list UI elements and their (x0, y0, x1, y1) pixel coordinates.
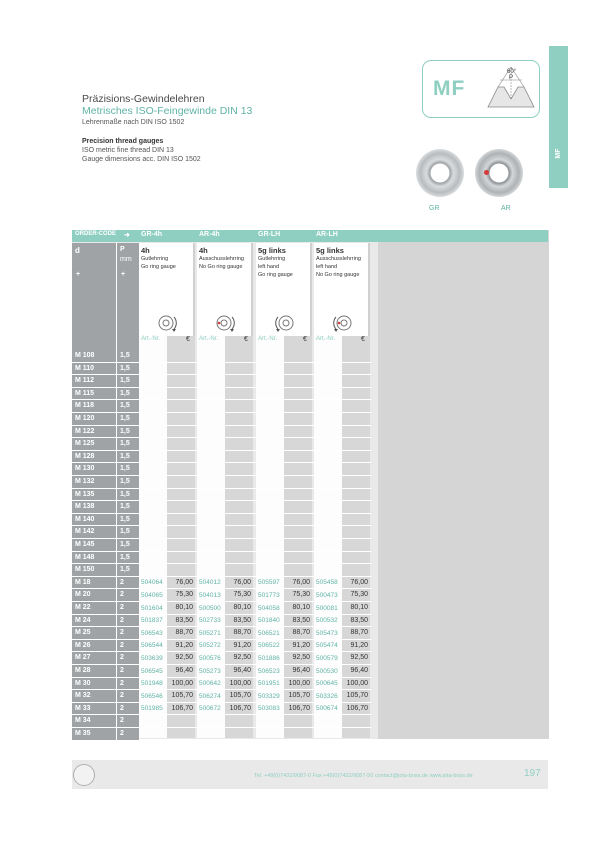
price: 106,70 (346, 704, 368, 712)
row-diameter: M 112 (75, 377, 95, 385)
row-pitch: 2 (120, 717, 124, 725)
price: 106,70 (171, 704, 193, 712)
row-pitch: 2 (120, 591, 124, 599)
article-number: 500576 (199, 654, 221, 662)
group-code-3: GR-LH (258, 231, 281, 238)
article-number: 500532 (316, 617, 338, 625)
price: 91,20 (292, 641, 310, 649)
row-pitch: 1,5 (120, 503, 130, 511)
price: 92,50 (292, 654, 310, 662)
article-number: 503326 (316, 692, 338, 700)
article-number: 504065 (141, 591, 163, 599)
p-unit: mm (120, 256, 132, 263)
row-pitch: 2 (120, 616, 124, 624)
article-number: 501951 (258, 680, 280, 688)
d-header: d (75, 246, 80, 255)
article-number: 506546 (141, 692, 163, 700)
price: 105,70 (171, 692, 193, 700)
group-tolerance-3: 5g links (258, 246, 286, 255)
art-label-4: Art.-Nr. (316, 336, 335, 342)
price: 96,40 (350, 667, 368, 674)
row-diameter: M 148 (75, 553, 95, 561)
art-column-1 (139, 336, 167, 738)
article-number: 500579 (316, 654, 338, 662)
article-number: 505474 (316, 642, 338, 650)
row-separator (72, 626, 371, 627)
row-separator (72, 525, 371, 526)
row-diameter: M 135 (75, 490, 95, 498)
row-pitch: 1,5 (120, 465, 130, 473)
price: 91,20 (175, 641, 193, 649)
article-number: 506274 (199, 692, 221, 700)
english-standard: Gauge dimensions acc. DIN ISO 1502 (82, 156, 201, 163)
company-logo (73, 764, 95, 786)
row-diameter: M 34 (75, 717, 91, 725)
price: 100,00 (229, 679, 251, 687)
row-diameter: M 32 (75, 692, 91, 700)
row-separator (72, 601, 371, 602)
price: 75,30 (350, 591, 368, 599)
nogo-red-mark (484, 170, 489, 175)
row-pitch: 2 (120, 692, 124, 700)
article-number: 506523 (258, 667, 280, 675)
row-separator (72, 362, 371, 363)
page-title: Präzisions-Gewindelehren (82, 93, 205, 105)
row-pitch: 2 (120, 654, 124, 662)
price: 76,00 (292, 578, 310, 586)
price: 105,70 (229, 692, 251, 700)
article-number: 501886 (258, 654, 280, 662)
english-title: Precision thread gauges (82, 138, 164, 145)
group-en-2: No Go ring gauge (199, 264, 243, 270)
group-tolerance-2: 4h (199, 246, 208, 255)
row-separator (72, 614, 371, 615)
row-separator (72, 513, 371, 514)
euro-label-4: € (361, 336, 365, 343)
row-diameter: M 30 (75, 679, 91, 687)
thread-angle: 60° (507, 69, 517, 75)
group-en-1: Go ring gauge (141, 264, 176, 270)
row-separator (72, 576, 371, 577)
price: 83,50 (350, 616, 368, 624)
price-column-3 (284, 336, 312, 738)
article-number: 505273 (199, 667, 221, 675)
row-pitch: 2 (120, 604, 124, 611)
article-number: 501837 (141, 617, 163, 625)
p-plus: + (121, 271, 126, 278)
row-diameter: M 24 (75, 616, 91, 624)
article-number: 504058 (258, 604, 280, 612)
row-diameter: M 145 (75, 541, 95, 548)
price: 105,70 (288, 692, 310, 700)
price: 76,00 (233, 578, 251, 586)
row-diameter: M 140 (75, 515, 95, 523)
price: 80,10 (175, 604, 193, 611)
page-number: 197 (524, 768, 541, 779)
row-separator (72, 538, 371, 539)
p-header: P (120, 246, 125, 253)
group-de-1: Gutlehrring (141, 256, 169, 262)
price: 88,70 (350, 629, 368, 637)
row-separator (72, 677, 371, 678)
english-subtitle: ISO metric fine thread DIN 13 (82, 147, 174, 154)
price: 96,40 (175, 667, 193, 674)
price: 83,50 (233, 616, 251, 624)
euro-label-2: € (244, 336, 248, 343)
article-number: 505473 (316, 629, 338, 637)
price: 75,30 (233, 591, 251, 599)
article-number: 500672 (199, 705, 221, 713)
row-diameter: M 108 (75, 352, 95, 359)
article-number: 501773 (258, 591, 280, 599)
row-separator (72, 374, 371, 375)
d-plus: + (76, 271, 81, 278)
order-code-arrow: ➜ (124, 232, 130, 239)
article-number: 503083 (258, 705, 280, 713)
row-pitch: 1,5 (120, 528, 130, 536)
article-number: 501604 (141, 604, 163, 612)
row-diameter: M 125 (75, 440, 95, 448)
price: 83,50 (175, 616, 193, 624)
price: 92,50 (233, 654, 251, 662)
group-de-2: Ausschusslehrring (199, 256, 244, 262)
row-separator (72, 462, 371, 463)
row-separator (72, 450, 371, 451)
row-separator (72, 551, 371, 552)
price-column-4 (342, 336, 370, 738)
price: 80,10 (350, 604, 368, 611)
row-separator (72, 689, 371, 690)
article-number: 500674 (316, 705, 338, 713)
row-separator (72, 664, 371, 665)
article-number: 503639 (141, 654, 163, 662)
row-diameter: M 120 (75, 415, 95, 422)
nogo-lh-gauge-icon (329, 313, 355, 333)
row-separator (72, 639, 371, 640)
price: 106,70 (288, 704, 310, 712)
row-diameter: M 115 (75, 389, 95, 397)
page-standard: Lehrenmaße nach DIN ISO 1502 (82, 119, 185, 126)
row-pitch: 1,5 (120, 415, 130, 422)
row-diameter: M 27 (75, 654, 91, 662)
row-diameter: M 28 (75, 667, 91, 674)
article-number: 506521 (258, 629, 280, 637)
price: 76,00 (175, 578, 193, 586)
article-number: 506545 (141, 667, 163, 675)
article-number: 500473 (316, 591, 338, 599)
row-separator (72, 563, 371, 564)
article-number: 500081 (316, 604, 338, 612)
row-separator (72, 488, 371, 489)
price: 80,10 (233, 604, 251, 611)
row-pitch: 2 (120, 704, 124, 712)
row-pitch: 1,5 (120, 452, 130, 460)
row-pitch: 1,5 (120, 377, 130, 385)
article-number: 504012 (199, 579, 221, 587)
euro-label-1: € (186, 336, 190, 343)
price: 106,70 (229, 704, 251, 712)
art-label-1: Art.-Nr. (141, 336, 160, 342)
table-side-panel (378, 230, 549, 739)
group-code-1: GR-4h (141, 231, 162, 238)
row-separator (72, 387, 371, 388)
article-number: 500500 (199, 604, 221, 612)
nogo-ring-caption: AR (501, 205, 511, 212)
nogo-ring-image (475, 149, 523, 197)
price: 83,50 (292, 616, 310, 624)
row-pitch: 1,5 (120, 478, 130, 485)
row-pitch: 1,5 (120, 515, 130, 523)
group-de-3: Gutlehrring (258, 256, 286, 262)
go-ring-caption: GR (429, 205, 440, 212)
group-de-4: Ausschusslehrring (316, 256, 361, 262)
row-separator (72, 412, 371, 413)
row-diameter: M 26 (75, 641, 91, 649)
row-diameter: M 118 (75, 402, 95, 410)
art-label-2: Art.-Nr. (199, 336, 218, 342)
column-divider (116, 243, 117, 740)
article-number: 502733 (199, 617, 221, 625)
page-subtitle: Metrisches ISO-Feingewinde DIN 13 (82, 105, 253, 117)
price: 91,20 (350, 641, 368, 649)
row-diameter: M 25 (75, 629, 91, 637)
article-number: 500530 (316, 667, 338, 675)
row-diameter: M 122 (75, 427, 95, 435)
row-diameter: M 22 (75, 604, 91, 611)
footer-contact: Tel. +49(0)7432/9087-0 Fax +49(0)7432/9087-50 contact@jota-boss.de www.jota-boss.de (254, 773, 473, 779)
price: 75,30 (175, 591, 193, 599)
article-number: 506544 (141, 642, 163, 650)
row-diameter: M 20 (75, 591, 91, 599)
row-diameter: M 132 (75, 478, 95, 485)
row-diameter: M 128 (75, 452, 95, 460)
article-number: 506522 (258, 642, 280, 650)
article-number: 506543 (141, 629, 163, 637)
thread-pitch: P (509, 75, 514, 81)
price-column-1 (167, 336, 195, 738)
thread-type-label: MF (433, 77, 466, 100)
article-number: 505272 (199, 642, 221, 650)
go-lh-gauge-icon (271, 313, 297, 333)
article-number: 501948 (141, 680, 163, 688)
group-tolerance-1: 4h (141, 246, 150, 255)
row-pitch: 2 (120, 730, 124, 737)
article-number: 503329 (258, 692, 280, 700)
price: 92,50 (175, 654, 193, 662)
row-pitch: 2 (120, 578, 124, 586)
row-separator (72, 702, 371, 703)
order-code-label: ORDER-CODE (75, 231, 117, 237)
group-lh-3: left hand (258, 264, 280, 270)
article-number: 500642 (199, 680, 221, 688)
row-diameter: M 110 (75, 364, 95, 372)
price: 91,20 (233, 641, 251, 649)
price: 96,40 (292, 667, 310, 674)
price: 88,70 (292, 629, 310, 637)
price: 96,40 (233, 667, 251, 674)
group-en-3: Go ring gauge (258, 272, 293, 278)
price: 100,00 (171, 679, 193, 687)
art-label-3: Art.-Nr. (258, 336, 277, 342)
side-tab-label: MF (555, 148, 562, 159)
art-column-2 (197, 336, 225, 738)
group-en-4: No Go ring gauge (316, 272, 360, 278)
row-separator (72, 740, 371, 741)
row-diameter: M 138 (75, 503, 95, 511)
price: 75,30 (292, 591, 310, 599)
article-number: 504013 (199, 591, 221, 599)
row-separator (72, 727, 371, 728)
row-pitch: 2 (120, 667, 124, 674)
row-separator (72, 651, 371, 652)
article-number: 505597 (258, 579, 280, 587)
article-number: 505458 (316, 579, 338, 587)
go-ring-image (416, 149, 464, 197)
row-pitch: 1,5 (120, 541, 130, 548)
row-pitch: 1,5 (120, 440, 130, 448)
article-number: 501985 (141, 705, 163, 713)
row-diameter: M 150 (75, 566, 95, 574)
thread-profile-icon (484, 63, 538, 115)
article-number: 504064 (141, 579, 163, 587)
price: 88,70 (175, 629, 193, 637)
go-gauge-icon (155, 313, 181, 333)
side-tab (549, 46, 568, 188)
article-number: 500645 (316, 680, 338, 688)
row-separator (72, 425, 371, 426)
art-column-4 (314, 336, 342, 738)
row-pitch: 1,5 (120, 402, 130, 410)
row-pitch: 1,5 (120, 352, 130, 359)
row-pitch: 1,5 (120, 389, 130, 397)
row-pitch: 2 (120, 679, 124, 687)
row-separator (72, 475, 371, 476)
row-separator (72, 437, 371, 438)
price: 100,00 (346, 679, 368, 687)
row-pitch: 1,5 (120, 427, 130, 435)
row-pitch: 2 (120, 641, 124, 649)
group-tolerance-4: 5g links (316, 246, 344, 255)
row-diameter: M 142 (75, 528, 95, 536)
row-diameter: M 130 (75, 465, 95, 473)
row-diameter: M 35 (75, 730, 91, 737)
art-column-3 (256, 336, 284, 738)
nogo-gauge-icon (213, 313, 239, 333)
group-code-2: AR-4h (199, 231, 220, 238)
article-number: 505271 (199, 629, 221, 637)
row-separator (72, 714, 371, 715)
row-pitch: 1,5 (120, 364, 130, 372)
price-column-2 (225, 336, 253, 738)
price: 80,10 (292, 604, 310, 611)
row-pitch: 1,5 (120, 553, 130, 561)
row-pitch: 2 (120, 629, 124, 637)
group-lh-4: left hand (316, 264, 338, 270)
euro-label-3: € (303, 336, 307, 343)
price: 76,00 (350, 578, 368, 586)
price: 105,70 (346, 692, 368, 700)
row-diameter: M 18 (75, 578, 91, 586)
row-separator (72, 500, 371, 501)
article-number: 501840 (258, 617, 280, 625)
group-code-4: AR-LH (316, 231, 338, 238)
row-separator (72, 588, 371, 589)
price: 92,50 (350, 654, 368, 662)
row-pitch: 1,5 (120, 566, 130, 574)
price: 88,70 (233, 629, 251, 637)
price: 100,00 (288, 679, 310, 687)
row-diameter: M 33 (75, 704, 91, 712)
row-separator (72, 399, 371, 400)
row-pitch: 1,5 (120, 490, 130, 498)
